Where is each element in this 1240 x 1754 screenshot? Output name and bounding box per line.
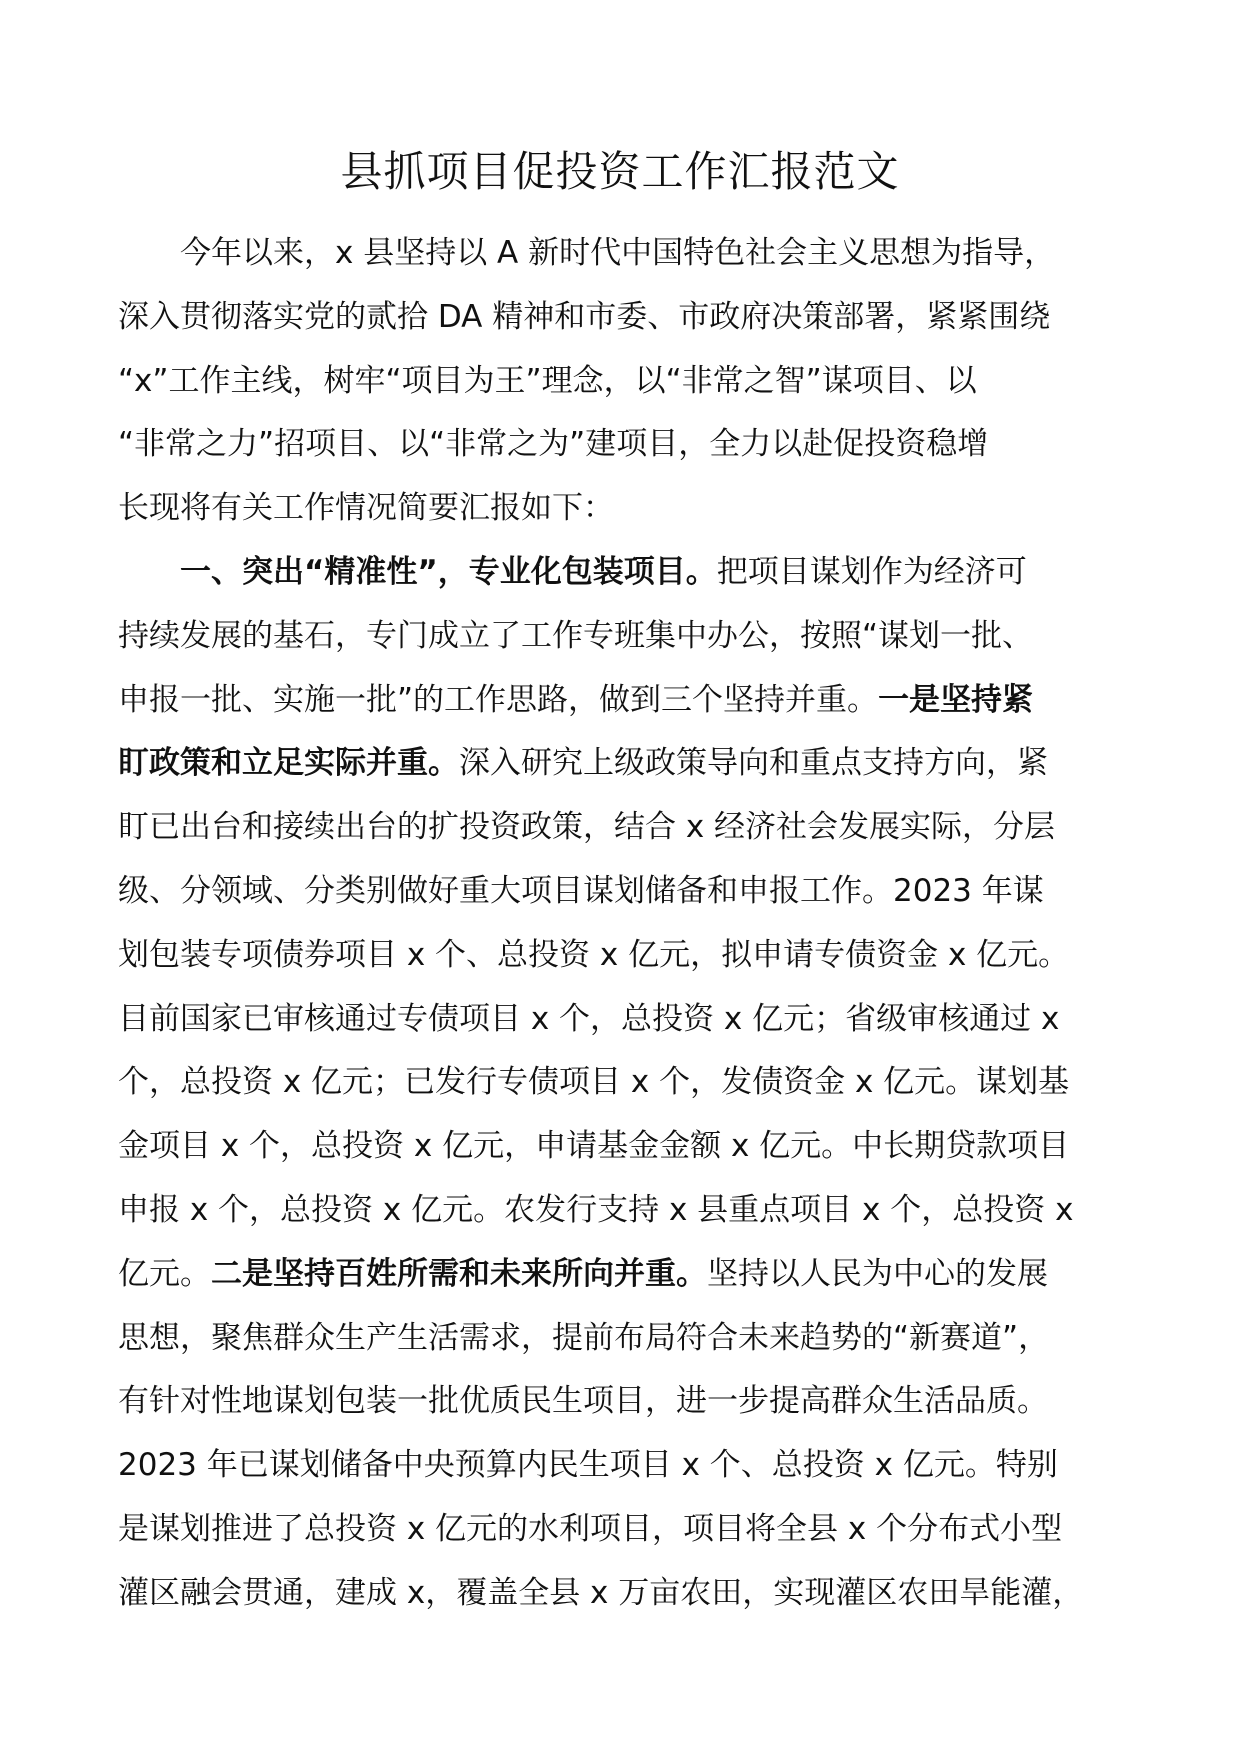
text-line xyxy=(118,222,1128,286)
text-line xyxy=(118,286,1128,350)
text-run: 申报一批、实施一批”的工作思路，做到三个坚持并重。 xyxy=(118,681,879,718)
subheading-run: 盯政策和立足实际并重。 xyxy=(118,745,459,782)
document-body xyxy=(118,222,1128,1626)
text-run: 有针对性地谋划包装一批优质民生项目，进一步提高群众生活品质。 xyxy=(118,1383,1048,1420)
text-line xyxy=(118,1179,1128,1243)
text-run: 思想，聚焦群众生产生活需求，提前布局符合未来趋势的“新赛道”， xyxy=(118,1319,1050,1356)
text-line xyxy=(118,1115,1128,1179)
text-run: 目前国家已审核通过专债项目 x 个，总投资 x 亿元；省级审核通过 x xyxy=(118,1000,1060,1037)
text-run: 亿元。 xyxy=(118,1255,211,1292)
text-run: 划包装专项债券项目 x 个、总投资 x 亿元，拟申请专债资金 x 亿元。 xyxy=(118,936,1070,973)
text-line xyxy=(118,1370,1128,1434)
text-run: 长现将有关工作情况简要汇报如下： xyxy=(118,490,614,527)
text-run: 深入贯彻落实党的贰拾 DA 精神和市委、市政府决策部署，紧紧围绕 xyxy=(118,298,1051,335)
text-line xyxy=(118,1434,1128,1498)
text-run: 把项目谋划作为经济可 xyxy=(716,553,1027,590)
text-line xyxy=(118,732,1128,796)
text-line xyxy=(118,413,1128,477)
text-line xyxy=(118,1307,1128,1371)
text-run: 今年以来，x 县坚持以 A 新时代中国特色社会主义思想为指导， xyxy=(180,235,1056,271)
text-run: 是谋划推进了总投资 x 亿元的水利项目，项目将全县 x 个分布式小型 xyxy=(118,1510,1063,1547)
text-run: 个，总投资 x 亿元；已发行专债项目 x 个，发债资金 x 亿元。谋划基 xyxy=(118,1064,1070,1101)
text-line xyxy=(118,669,1128,733)
text-line xyxy=(118,1498,1128,1562)
section-heading: 一、突出“精准性”，专业化包装项目。 xyxy=(180,553,717,590)
text-run: “x”工作主线，树牢“项目为王”理念，以“非常之智”谋项目、以 xyxy=(118,362,977,399)
text-run: 深入研究上级政策导向和重点支持方向，紧 xyxy=(459,745,1048,782)
document-title: 县抓项目促投资工作汇报范文 xyxy=(340,147,900,196)
text-line xyxy=(118,541,1128,605)
subheading-run: 一是坚持紧 xyxy=(878,681,1034,718)
text-run: “非常之力”招项目、以“非常之为”建项目，全力以赴促投资稳增 xyxy=(118,426,989,463)
text-run: 灌区融会贯通，建成 x，覆盖全县 x 万亩农田，实现灌区农田旱能灌， xyxy=(118,1574,1084,1611)
text-line xyxy=(118,605,1128,669)
text-line xyxy=(118,477,1128,541)
text-run: 申报 x 个，总投资 x 亿元。农发行支持 x 县重点项目 x 个，总投资 x xyxy=(118,1191,1074,1228)
text-line xyxy=(118,1562,1128,1626)
text-run: 坚持以人民为中心的发展 xyxy=(707,1255,1048,1292)
text-line xyxy=(118,860,1128,924)
text-line xyxy=(118,350,1128,414)
text-line xyxy=(118,988,1128,1052)
text-run: 级、分领域、分类别做好重大项目谋划储备和申报工作。2023 年谋 xyxy=(118,872,1044,909)
text-run: 金项目 x 个，总投资 x 亿元，申请基金金额 x 亿元。中长期贷款项目 xyxy=(118,1128,1070,1165)
text-line xyxy=(118,796,1128,860)
text-line xyxy=(118,924,1128,988)
text-line xyxy=(118,1051,1128,1115)
text-run: 持续发展的基石，专门成立了工作专班集中办公，按照“谋划一批、 xyxy=(118,617,1034,654)
text-run: 盯已出台和接续出台的扩投资政策，结合 x 经济社会发展实际，分层 xyxy=(118,809,1056,846)
text-run: 2023 年已谋划储备中央预算内民生项目 x 个、总投资 x 亿元。特别 xyxy=(118,1447,1058,1484)
text-line xyxy=(118,1243,1128,1307)
subheading-run: 二是坚持百姓所需和未来所向并重。 xyxy=(211,1255,707,1292)
